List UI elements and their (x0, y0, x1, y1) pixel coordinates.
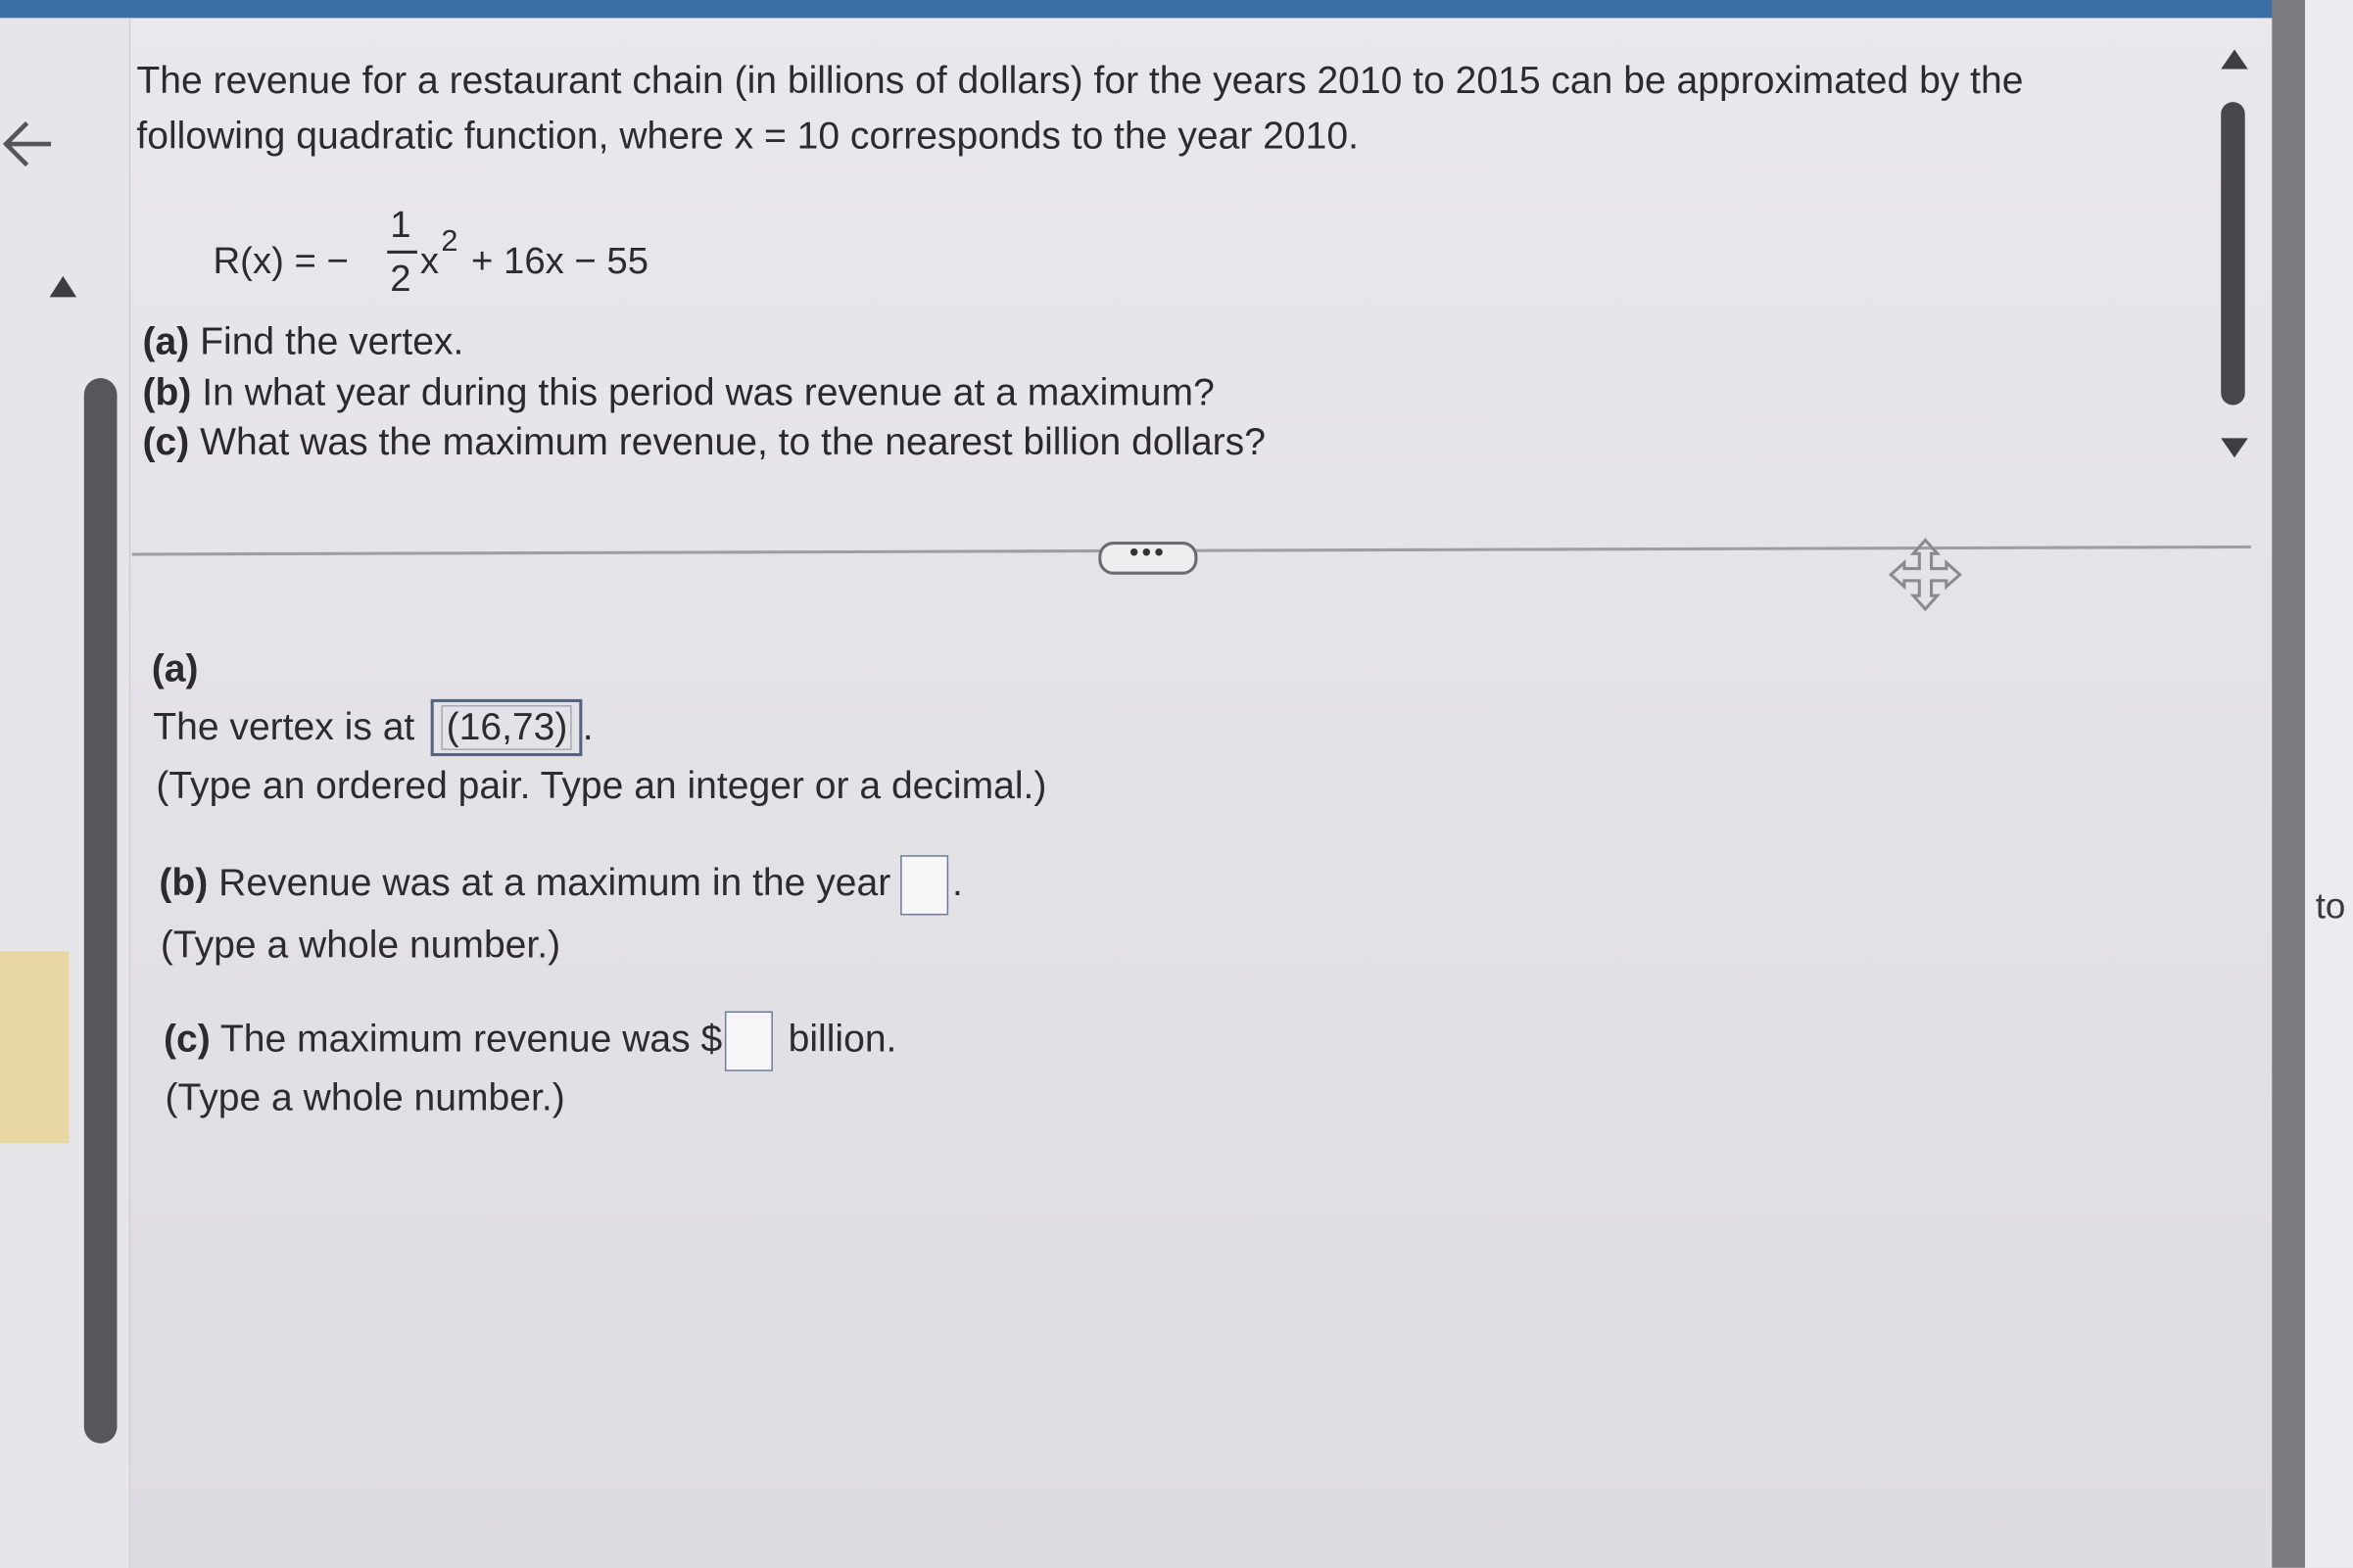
answer-c-line (164, 1012, 896, 1071)
answer-a-suffix: . (582, 706, 594, 749)
move-icon[interactable] (1888, 537, 1963, 612)
answer-b-hint: (Type a whole number.) (160, 924, 561, 967)
scroll-thumb[interactable] (2221, 102, 2245, 404)
bookmark-tab[interactable] (0, 951, 69, 1143)
question-line-1: The revenue for a restaurant chain (in billions of dollars) for the years 2010 to 2015 can be approximated by the (136, 60, 2024, 103)
question-text (136, 54, 2177, 165)
answer-b-suffix: . (952, 862, 963, 905)
background-window-text: to (2315, 886, 2346, 927)
vertex-answer-field[interactable] (431, 699, 582, 756)
answer-c-tag: (c) (163, 1018, 211, 1061)
part-c-text: What was the maximum revenue, to the nearest billion dollars? (200, 421, 1266, 464)
formula-exponent: 2 (441, 224, 458, 259)
answer-c-hint: (Type a whole number.) (165, 1076, 565, 1119)
part-b (143, 368, 1266, 418)
formula-lhs: R(x) = − (213, 240, 349, 282)
vertex-answer-value: (16,73) (442, 705, 572, 750)
question-panel (129, 18, 2276, 1567)
right-scrollbar[interactable] (2215, 45, 2254, 480)
left-rail (0, 18, 130, 1567)
answer-c-suffix: billion. (788, 1018, 897, 1061)
part-b-text: In what year during this period was revenue at a maximum? (202, 371, 1215, 414)
part-b-tag: (b) (142, 371, 192, 414)
answer-c-prefix: The maximum revenue was $ (219, 1018, 723, 1061)
question-parts (143, 318, 1266, 469)
fraction-bar (387, 251, 417, 254)
left-scrollbar[interactable] (84, 378, 118, 1444)
top-bar (0, 0, 2296, 18)
back-arrow-icon[interactable] (0, 114, 60, 173)
part-a-text: Find the vertex. (200, 320, 464, 363)
formula-denominator: 2 (390, 258, 411, 301)
answer-a-line (153, 699, 593, 756)
part-a-tag: (a) (142, 320, 190, 363)
formula-numerator: 1 (390, 204, 411, 247)
answer-a-tag: (a) (151, 647, 199, 690)
part-a (143, 318, 1266, 368)
answer-b-tag: (b) (159, 862, 209, 905)
answer-b-prefix: Revenue was at a maximum in the year (218, 862, 891, 905)
answer-a-hint: (Type an ordered pair. Type an integer or a decimal.) (156, 765, 1047, 808)
more-options-button[interactable]: ••• (1098, 542, 1197, 575)
triangle-up-icon[interactable] (2218, 45, 2251, 75)
window-edge (2272, 0, 2305, 1568)
question-line-2: following quadratic function, where x = 10 corresponds to the year 2010. (136, 115, 1359, 158)
part-c (143, 418, 1266, 468)
revenue-answer-field[interactable] (725, 1012, 773, 1071)
part-c-tag: (c) (142, 421, 190, 464)
formula-x: x (419, 240, 440, 282)
answer-a-prefix: The vertex is at (153, 706, 415, 749)
formula-rest: + 16x − 55 (471, 240, 649, 282)
answer-b-line (159, 855, 963, 915)
triangle-up-icon[interactable] (48, 273, 78, 301)
triangle-down-icon[interactable] (2218, 432, 2251, 462)
year-answer-field[interactable] (899, 855, 947, 915)
background-window (2305, 0, 2353, 1568)
